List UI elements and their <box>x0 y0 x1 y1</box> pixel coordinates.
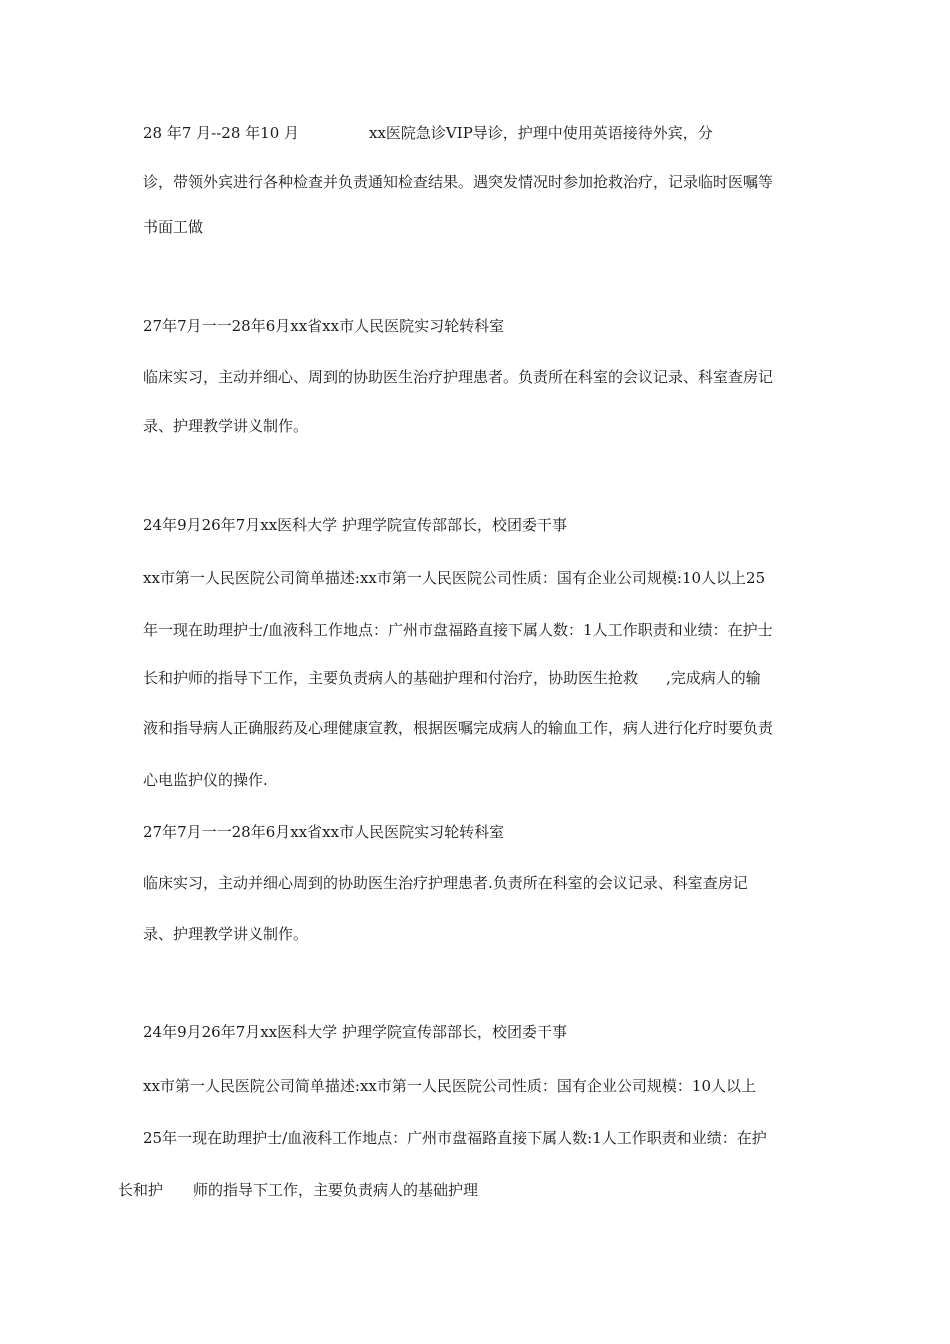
text-line-7: 24年9月26年7月xx医科大学 护理学院宣传部部长，校团委干事 <box>143 516 567 534</box>
text-line-18: 25年一现在助理护士/血液科工作地点：广州市盘福路直接下属人数:1人工作职责和业绩：在护 <box>143 1129 767 1147</box>
text-segment: 长和护 <box>118 1181 164 1199</box>
text-line-3: 书面工做 <box>143 218 204 236</box>
text-line-12: 心电监护仪的操作. <box>143 771 268 789</box>
text-segment: 师的指导下工作，主要负责病人的基础护理 <box>193 1181 479 1199</box>
text-line-11: 液和指导病人正确服药及心理健康宣教，根据医嘱完成病人的输血工作，病人进行化疗时要负责 <box>143 719 774 737</box>
text-segment: 长和护师的指导下工作，主要负责病人的基础护理和付治疗，协助医生抢救 <box>143 669 639 687</box>
text-line-4: 27年7月一一28年6月xx省xx市人民医院实习轮转科室 <box>143 317 505 335</box>
text-line-17: xx市第一人民医院公司简单描述:xx市第一人民医院公司性质：国有企业公司规模：10人以上 <box>143 1077 756 1095</box>
text-line-13: 27年7月一一28年6月xx省xx市人民医院实习轮转科室 <box>143 823 505 841</box>
text-line-16: 24年9月26年7月xx医科大学 护理学院宣传部部长，校团委干事 <box>143 1023 567 1041</box>
text-line-9: 年一现在助理护士/血液科工作地点：广州市盘福路直接下属人数：1人工作职责和业绩：在护士 <box>143 621 773 639</box>
text-line-2: 诊，带领外宾进行各种检查并负责通知检查结果。遇突发情况时参加抢救治疗，记录临时医嘱等 <box>143 173 774 191</box>
text-segment: ,完成病人的输 <box>666 669 761 687</box>
text-line-8: xx市第一人民医院公司简单描述:xx市第一人民医院公司性质：国有企业公司规模:10人以上25 <box>143 569 766 587</box>
job-description: xx医院急诊VIP导诊，护理中使用英语接待外宾，分 <box>369 124 713 142</box>
text-line-14: 临床实习，主动并细心周到的协助医生治疗护理患者.负责所在科室的会议记录、科室查房记 <box>143 874 748 892</box>
text-line-6: 录、护理教学讲义制作。 <box>143 417 309 435</box>
text-line-19 <box>118 1180 478 1200</box>
text-line-15: 录、护理教学讲义制作。 <box>143 925 309 943</box>
text-line-5: 临床实习，主动并细心、周到的协助医生治疗护理患者。负责所在科室的会议记录、科室查房记 <box>143 368 774 386</box>
date-range: 28 年7 月--28 年10 月 <box>143 124 300 142</box>
text-line-10 <box>143 668 761 688</box>
text-line-1 <box>143 123 713 143</box>
